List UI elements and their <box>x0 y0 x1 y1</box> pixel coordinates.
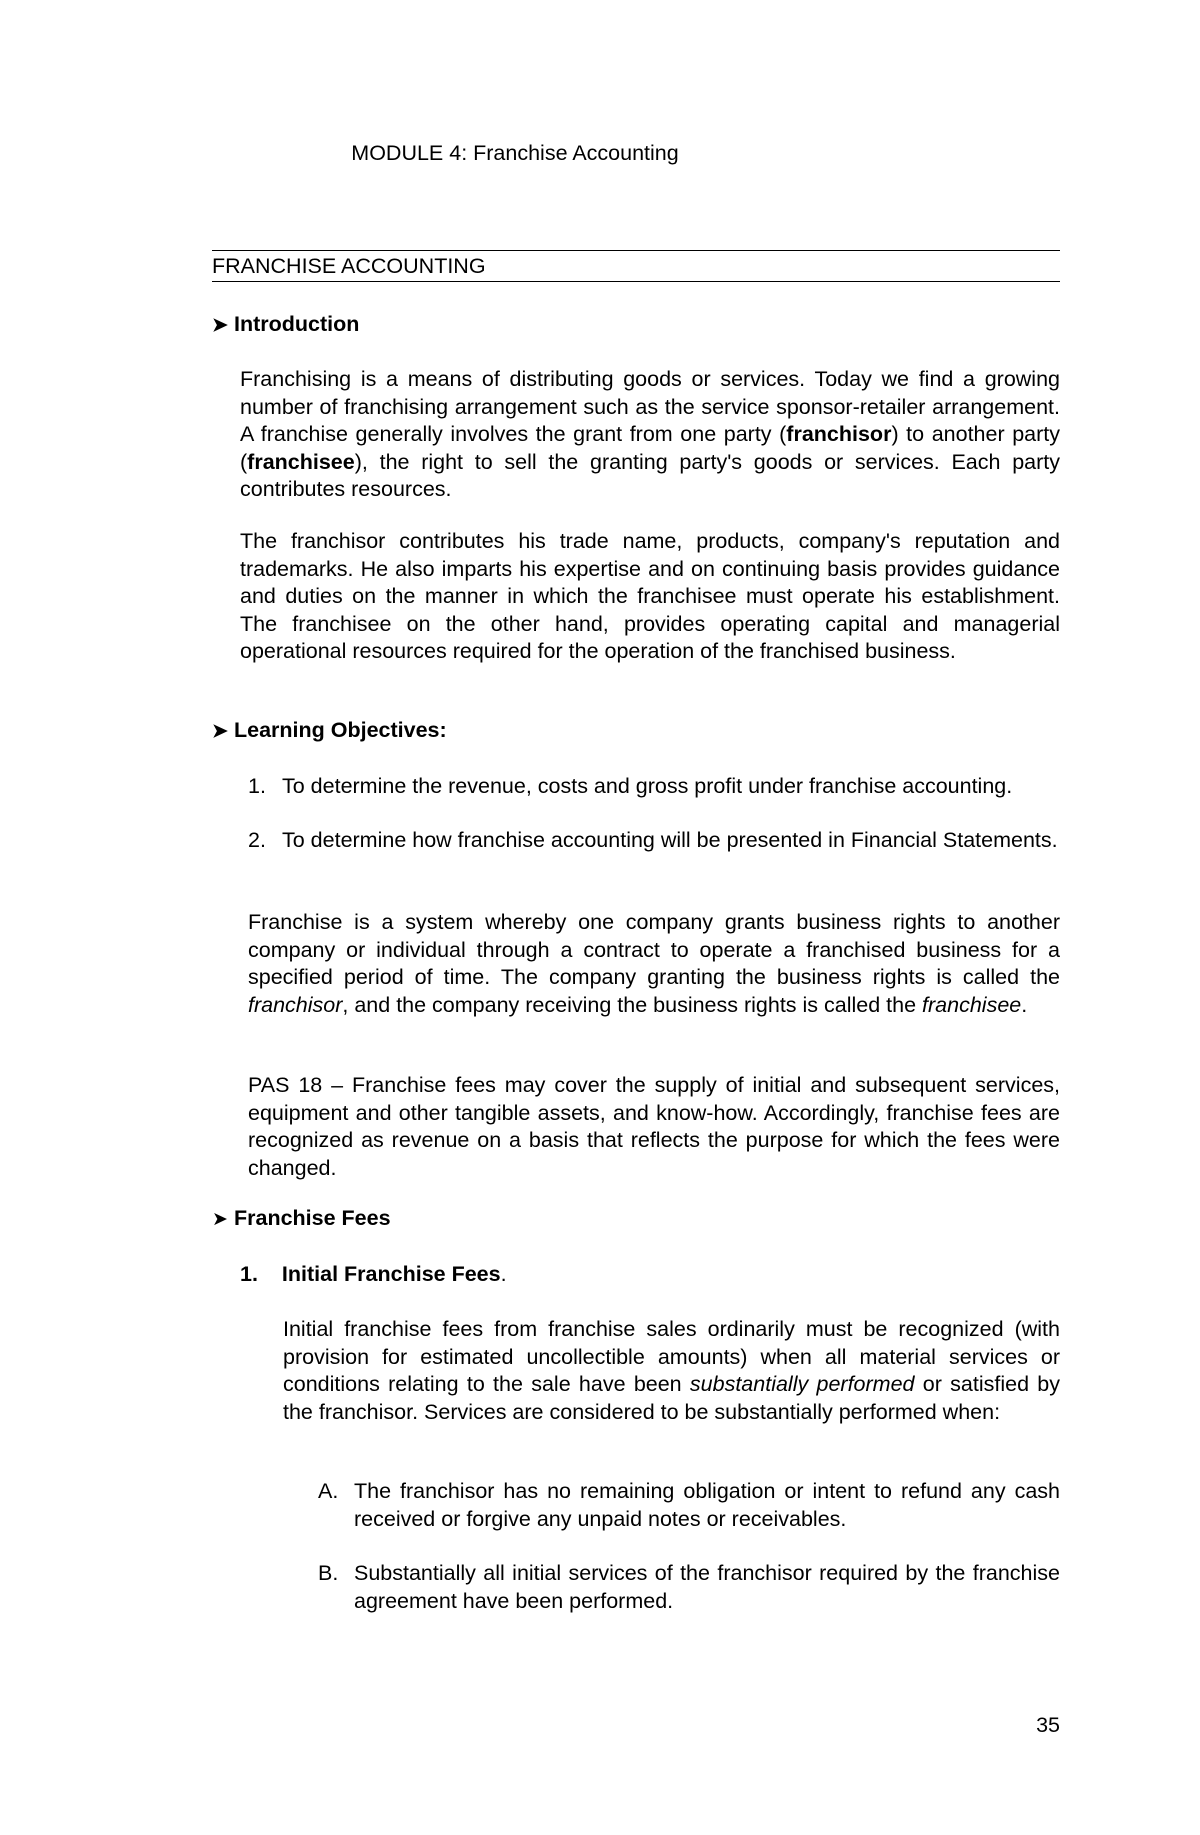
objectives-heading-text: Learning Objectives: <box>234 718 447 742</box>
initial-fees-part-c: or satisfied by the franchisor. Services are considered to be substantially performed when: <box>283 1372 1060 1424</box>
section-rule-bottom <box>212 281 1060 282</box>
introduction-paragraph-1 <box>240 366 1060 504</box>
substantially-performed-term: substantially performed <box>689 1372 915 1396</box>
condition-text: Substantially all initial services of the franchisor required by the franchise agreement have been performed. <box>354 1561 1060 1613</box>
page-number: 35 <box>1036 1713 1060 1737</box>
condition-letter: B. <box>318 1561 339 1585</box>
franchisor-italic-term: franchisor <box>248 992 343 1017</box>
condition-text: The franchisor has no remaining obligation or intent to refund any cash received or forgive any unpaid notes or receivables. <box>354 1479 1060 1531</box>
initial-fees-subheading <box>240 1262 507 1287</box>
subheading-period: . <box>500 1262 507 1286</box>
intro-p1-part-c: ) to another party ( <box>240 422 1060 474</box>
condition-letter: A. <box>318 1479 339 1503</box>
initial-fees-part-a: Initial franchise fees from franchise sales ordinarily must be recognized (with provision for estimated uncollectible amounts) when all material services or conditions relating to the sale have been <box>283 1317 1060 1396</box>
initial-fees-paragraph <box>283 1316 1060 1426</box>
subheading-text: Initial Franchise Fees <box>281 1262 501 1286</box>
fees-heading-text: Franchise Fees <box>234 1206 391 1230</box>
arrow-bullet-icon: ➤ <box>212 1209 228 1230</box>
intro-p1-part-a: Franchising is a means of distributing goods or services. Today we find a growing number of franchising arrangement such as the service sponsor-retailer arrangement. A franchise generally involves the grant from one party ( <box>240 367 1060 446</box>
arrow-bullet-icon: ➤ <box>212 721 228 742</box>
definition-part-a: Franchise is a system whereby one company grants business rights to another company or individual through a contract to operate a franchised business for a specified period of time. The company granting the business rights is called the <box>248 910 1060 989</box>
condition-item-a <box>318 1478 1060 1533</box>
section-rule-top <box>212 250 1060 251</box>
objective-item-2 <box>248 827 1060 855</box>
franchisee-italic-term: franchisee <box>922 992 1022 1017</box>
pas18-paragraph: PAS 18 – Franchise fees may cover the supply of initial and subsequent services, equipment and other tangible assets, and know-how. Accordingly, franchise fees are recognized as revenue on a basis that reflects the purpose for which the fees were changed. <box>248 1073 1060 1180</box>
franchisee-term: franchisee <box>247 449 355 474</box>
introduction-paragraph-2: The franchisor contributes his trade name, products, company's reputation and trademarks. He also imparts his expertise and on continuing basis provides guidance and duties on the manner in which the franchisee must operate his establishment. The franchisee on the other hand, provides operating capital and managerial operational resources required for the operation of the franchised business. <box>240 529 1060 663</box>
subheading-number: 1. <box>240 1262 258 1286</box>
franchisor-term: franchisor <box>786 422 892 446</box>
introduction-heading <box>212 312 359 337</box>
franchise-definition-paragraph <box>248 909 1060 1019</box>
definition-part-e: . <box>1021 992 1028 1017</box>
intro-p1-part-e: ), the right to sell the granting party's goods or services. Each party contributes resources. <box>240 449 1060 501</box>
introduction-heading-text: Introduction <box>234 312 360 336</box>
objective-text: To determine the revenue, costs and gross profit under franchise accounting. <box>282 774 1013 798</box>
objective-number: 2. <box>248 828 266 852</box>
condition-item-b <box>318 1560 1060 1615</box>
objectives-heading <box>212 718 447 743</box>
section-title: FRANCHISE ACCOUNTING <box>212 254 486 278</box>
objective-item-1 <box>248 773 1060 801</box>
module-title: MODULE 4: Franchise Accounting <box>351 141 679 165</box>
definition-part-c: , and the company receiving the business rights is called the <box>342 992 923 1017</box>
objective-number: 1. <box>248 774 266 798</box>
fees-heading <box>212 1206 391 1231</box>
arrow-bullet-icon: ➤ <box>212 315 228 336</box>
objective-text: To determine how franchise accounting will be presented in Financial Statements. <box>282 828 1058 852</box>
